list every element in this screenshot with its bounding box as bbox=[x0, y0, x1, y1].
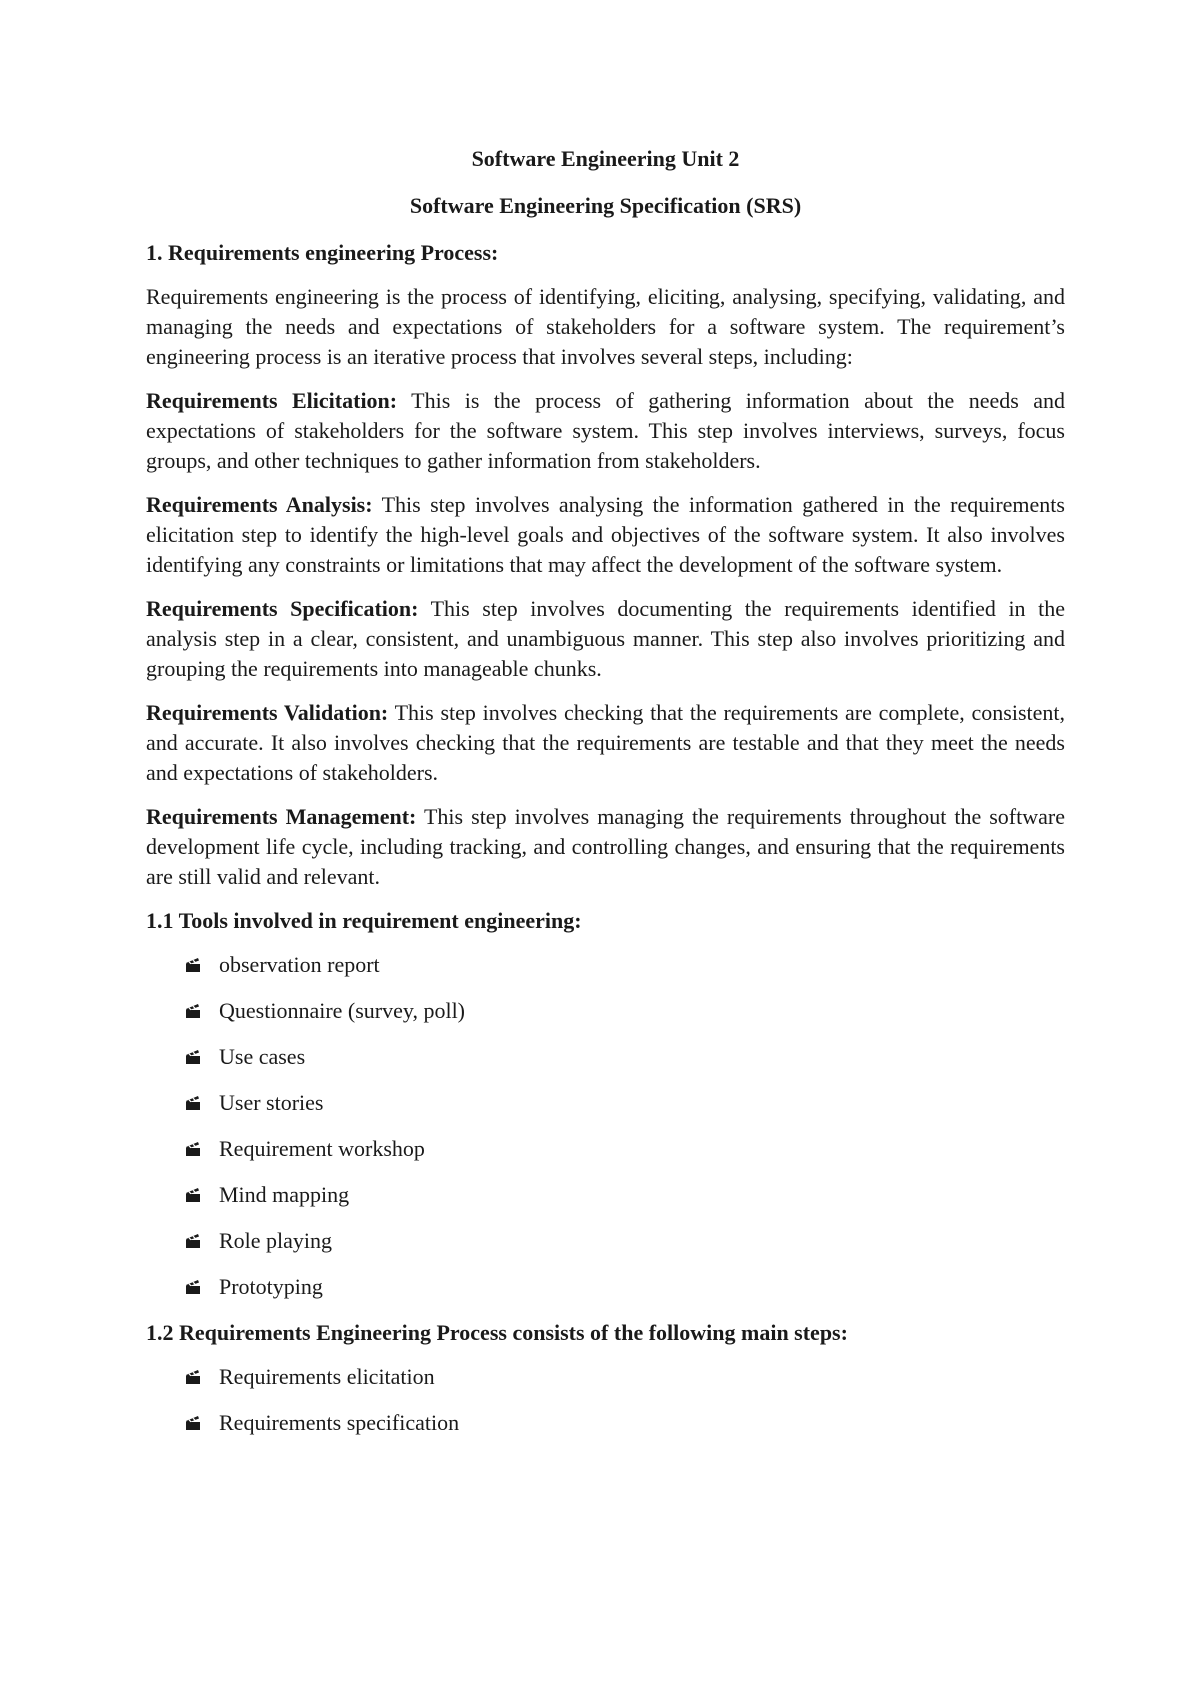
list-item bbox=[146, 1134, 1065, 1164]
step-paragraph bbox=[146, 698, 1065, 788]
list-item-label: Requirements elicitation bbox=[219, 1364, 435, 1389]
list-item-label: User stories bbox=[219, 1090, 324, 1115]
clapperboard-bullet-icon bbox=[185, 1141, 201, 1157]
list-item bbox=[146, 1180, 1065, 1210]
step-paragraph bbox=[146, 490, 1065, 580]
step-paragraph bbox=[146, 802, 1065, 892]
list-item-label: Mind mapping bbox=[219, 1182, 350, 1207]
list-item-label: Role playing bbox=[219, 1228, 333, 1253]
step-text: This step involves analysing the information gathered in the requirements elicitation step to identify the high-level goals and objectives of the software system. It also involves identifying any constraints or limitations that may affect the development of the software system. bbox=[146, 492, 1065, 577]
step-text: This is the process of gathering information about the needs and expectations of stakeholders for the software system. This step involves interviews, surveys, focus groups, and other techniques to gather information from stakeholders. bbox=[146, 388, 1065, 473]
document-subtitle: Software Engineering Specification (SRS) bbox=[409, 193, 802, 218]
step-term: Requirements Specification: bbox=[146, 596, 419, 621]
clapperboard-bullet-icon bbox=[185, 1369, 201, 1385]
list-item-label: observation report bbox=[219, 952, 380, 977]
list-item-label: Requirement workshop bbox=[219, 1136, 425, 1161]
list-item bbox=[146, 1042, 1065, 1072]
list-item-label: Prototyping bbox=[219, 1274, 323, 1299]
section-1-1-heading: 1.1 Tools involved in requirement engineering: bbox=[146, 908, 582, 933]
list-item-label: Use cases bbox=[219, 1044, 306, 1069]
main-steps-list bbox=[146, 1362, 1065, 1438]
step-term: Requirements Elicitation: bbox=[146, 388, 398, 413]
clapperboard-bullet-icon bbox=[185, 1187, 201, 1203]
clapperboard-bullet-icon bbox=[185, 1233, 201, 1249]
list-item bbox=[146, 1408, 1065, 1438]
list-item-label: Requirements specification bbox=[219, 1410, 460, 1435]
list-item bbox=[146, 1226, 1065, 1256]
step-paragraph bbox=[146, 386, 1065, 476]
clapperboard-bullet-icon bbox=[185, 1415, 201, 1431]
step-term: Requirements Management: bbox=[146, 804, 417, 829]
list-item bbox=[146, 1272, 1065, 1302]
clapperboard-bullet-icon bbox=[185, 1049, 201, 1065]
list-item bbox=[146, 996, 1065, 1026]
clapperboard-bullet-icon bbox=[185, 1279, 201, 1295]
step-text: This step involves checking that the requirements are complete, consistent, and accurate. It also involves checking that the requirements are testable and that they meet the needs and expectations of stakeholders. bbox=[146, 700, 1066, 785]
section-1-2-heading: 1.2 Requirements Engineering Process consists of the following main steps: bbox=[146, 1320, 848, 1345]
section-1-intro: Requirements engineering is the process of identifying, eliciting, analysing, specifying, validating, and managing the needs and expectations of stakeholders for a software system. The requirement’s engineering process is an iterative process that involves several steps, including: bbox=[146, 284, 1065, 369]
document-content bbox=[146, 144, 1065, 1454]
step-text: This step involves documenting the requirements identified in the analysis step in a clear, consistent, and unambiguous manner. This step also involves prioritizing and grouping the requirements into manageable chunks. bbox=[146, 596, 1065, 681]
list-item bbox=[146, 1088, 1065, 1118]
document-title: Software Engineering Unit 2 bbox=[471, 146, 740, 171]
step-paragraph bbox=[146, 594, 1065, 684]
step-text: This step involves managing the requirements throughout the software development life cycle, including tracking, and controlling changes, and ensuring that the requirements are still valid and relevant. bbox=[146, 804, 1065, 889]
clapperboard-bullet-icon bbox=[185, 957, 201, 973]
step-term: Requirements Analysis: bbox=[146, 492, 373, 517]
list-item bbox=[146, 1362, 1065, 1392]
clapperboard-bullet-icon bbox=[185, 1003, 201, 1019]
step-term: Requirements Validation: bbox=[146, 700, 389, 725]
list-item-label: Questionnaire (survey, poll) bbox=[219, 998, 466, 1023]
clapperboard-bullet-icon bbox=[185, 1095, 201, 1111]
section-1-heading: 1. Requirements engineering Process: bbox=[146, 240, 499, 265]
list-item bbox=[146, 950, 1065, 980]
tools-list bbox=[146, 950, 1065, 1302]
